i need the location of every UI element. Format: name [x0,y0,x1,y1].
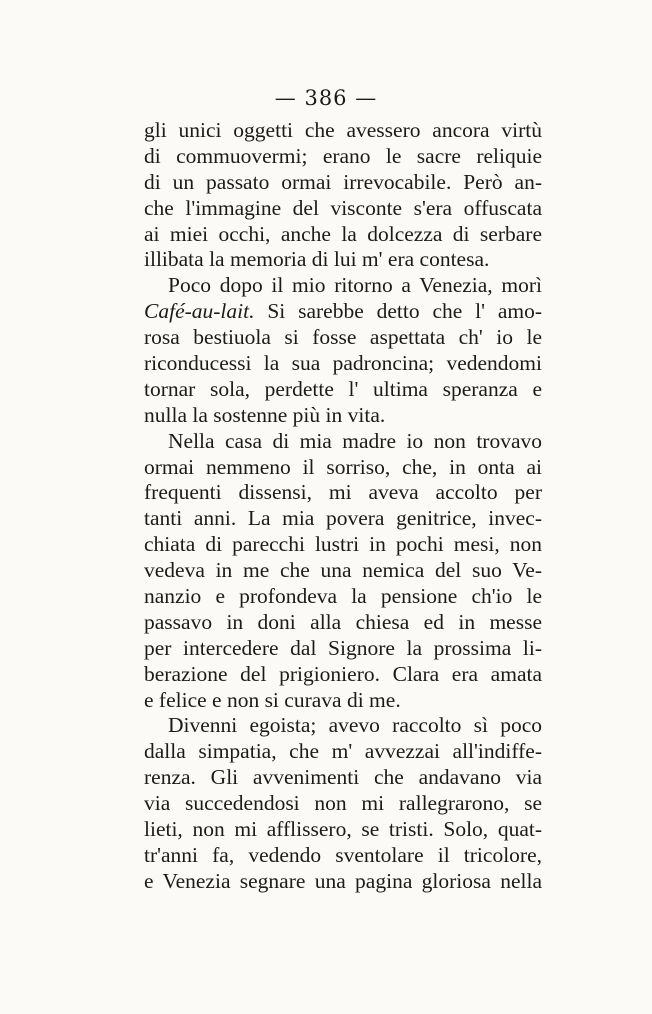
text-line: dalla simpatia, che m' avvezzai all'indiffe- [144,739,542,764]
text-line: di commuovermi; erano le sacre reliquie [144,143,542,168]
text-line: renza. Gli avvenimenti che andavano via [144,765,542,790]
text-line: via succedendosi non mi rallegrarono, se [144,791,542,816]
text-line: riconducessi la sua padroncina; vedendomi [144,351,542,376]
text-line: frequenti dissensi, mi aveva accolto per [144,480,542,505]
body-text [144,118,542,895]
text-line: e Venezia segnare una pagina gloriosa nella [144,868,542,893]
text-line: e felice e non si curava di me. [144,687,401,712]
text-line: rosa bestiuola si fosse aspettata ch' io le [144,325,542,350]
text-line: nulla la sostenne più in vita. [144,402,386,427]
italic-title: Café-au-lait. [144,299,255,324]
text-line: per intercedere dal Signore la prossima li- [144,635,542,660]
text-line: Poco dopo il mio ritorno a Venezia, morì [168,273,542,298]
text-line: ai miei occhi, anche la dolcezza di serbare [144,221,542,246]
text-line: illibata la memoria di lui m' era contesa. [144,247,490,272]
text-line: tr'anni fa, vedendo sventolare il tricolore, [144,842,542,867]
text-line: berazione del prigioniero. Clara era amata [144,661,542,686]
page-number: — 386 — [274,86,378,110]
text-line: gli unici oggetti che avessero ancora virtù [144,118,542,142]
text-line: nanzio e profondeva la pensione ch'io le [144,584,542,609]
text-line: passavo in doni alla chiesa ed in messe [144,609,542,634]
text-line: che l'immagine del visconte s'era offuscata [144,195,542,220]
text-line: Divenni egoista; avevo raccolto sì poco [168,713,542,738]
text-line: di un passato ormai irrevocabile. Però an- [144,169,542,194]
text-line-with-italic [144,299,542,325]
text-line: tanti anni. La mia povera genitrice, invec- [144,506,542,531]
text-line: Nella casa di mia madre io non trovavo [168,428,542,453]
text-line: tornar sola, perdette l' ultima speranza e [144,376,542,401]
text-line: ormai nemmeno il sorriso, che, in onta ai [144,454,542,479]
text-line: lieti, non mi afflissero, se tristi. Solo, quat- [144,817,542,842]
line-remainder: Si sarebbe detto che l' amo- [254,299,542,324]
text-line: chiata di parecchi lustri in pochi mesi, non [144,532,542,557]
text-line: vedeva in me che una nemica del suo Ve- [144,558,542,583]
